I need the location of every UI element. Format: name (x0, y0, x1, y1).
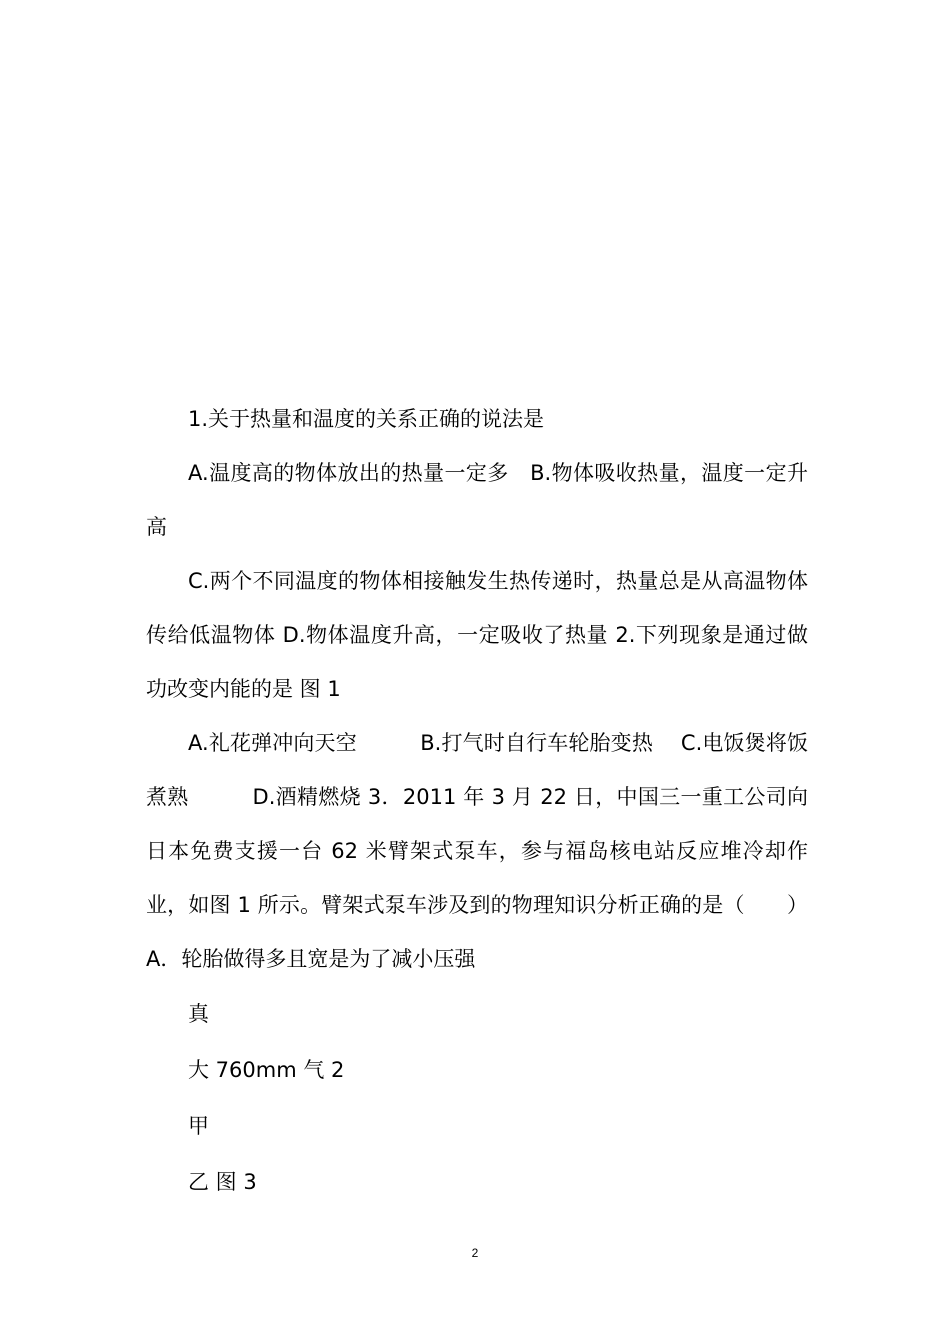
figure-label-jia: 甲 (188, 1114, 209, 1138)
page-number: 2 (471, 1246, 479, 1260)
figure-label-yi: 乙 图 3 (188, 1170, 257, 1194)
question-1-options-cd-question-2-stem: C.两个不同温度的物体相接触发生热传递时，热量总是从高温物体传给低温物体 D.物体温度升高，一定吸收了热量 2.下列现象是通过做功改变内能的是 图 1 (146, 569, 808, 701)
question-1-options-ab: A.温度高的物体放出的热量一定多 B.物体吸收热量，温度一定升高 (146, 461, 808, 539)
question-2-options-question-3-stem: A.礼花弹冲向天空 B.打气时自行车轮胎变热 C.电饭煲将饭煮熟 D.酒精燃烧 3．2011 年 3 月 22 日，中国三一重工公司向日本免费支援一台 62 米臂架式泵车，参与福岛核电站反应堆冷却作业，如图 1 所示。臂架式泵车涉及到的物理知识分析正确的是（ ） A．轮胎做得多且宽是为了减小压强 (146, 731, 808, 971)
figure-label-zhen: 真 (188, 1002, 209, 1026)
document-body (146, 392, 808, 1210)
question-1-stem: 1.关于热量和温度的关系正确的说法是 (188, 407, 545, 431)
figure-label-pressure: 大 760mm 气 2 (188, 1058, 345, 1082)
